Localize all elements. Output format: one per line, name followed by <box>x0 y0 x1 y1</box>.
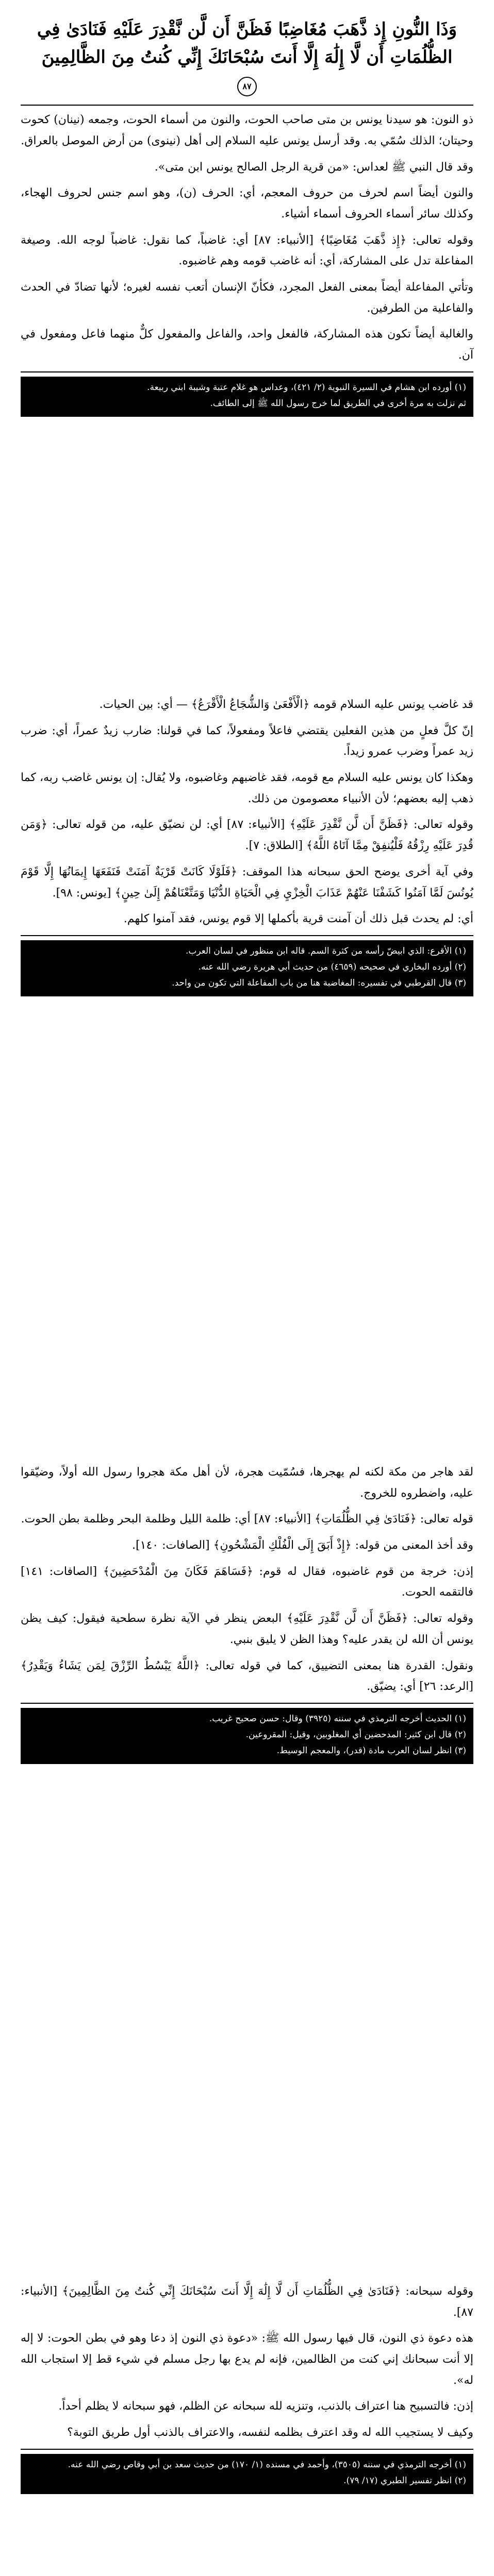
footnote: (٢) أورده البخاري في صحيحه (٤٦٥٩) من حديث أبي هريرة رضي الله عنه. <box>198 962 466 973</box>
footnote: (٣) انظر لسان العرب مادة (قدر)، والمعجم الوسيط. <box>276 1745 466 1756</box>
paragraph: وقد أخذ المعنى من قوله: ﴿إِذْ أَبَقَ إِلَى الْفُلْكِ الْمَشْحُونِ﴾ [الصافات: ١٤٠]. <box>132 1539 473 1552</box>
paragraph: وقوله سبحانه: ﴿فَنَادَىٰ فِي الظُّلُمَاتِ أَن لَّا إِلَٰهَ إِلَّا أَنتَ سُبْحَانَكَ إِنِّي كُنتُ مِنَ الظَّالِمِينَ﴾ [الأنبياء: ٨٧]. <box>21 2285 473 2319</box>
paragraph: والنون أيضاً اسم لحرف من حروف المعجم، أي: الحرف (ن)، وهو اسم جنس لحروف الهجاء، وكذلك سائر أسماء الحروف أسماء أشياء. <box>21 187 473 221</box>
divider <box>21 371 473 372</box>
paragraph: وقوله تعالى: ﴿فَظَنَّ أَن لَّن نَّقْدِرَ عَلَيْهِ﴾ البعض ينظر في الآية نظرة سطحية فيقول: كيف يظن يونس أن الله لن يقدر عليه؟ وهذا الظن لا يليق بنبي. <box>21 1612 473 1646</box>
paragraph: وتأتي المفاعلة أيضاً بمعنى الفعل المجرد، فكأنّ الإنسان أتعب نفسه لغيره؛ لأنها تضادّ في الحدث والفاعلية من الطرفين. <box>21 280 473 315</box>
paragraph: وكيف لا يستجيب الله له وقد اعترف بظلمه لنفسه، والاعتراف بالذنب أول طريق التوبة؟ <box>67 2426 473 2439</box>
footnote: (١) أورده ابن هشام في السيرة النبوية (٢/ ٤٢١)، وعداس هو غلام عتبة وشيبة ابني ربيعة. <box>147 382 466 393</box>
footnote: (١) الحديث أخرجه الترمذي في سننه (٣٩٢٥) وقال: حسن صحيح غريب. <box>209 1713 466 1724</box>
paragraph: وقد قال النبي ﷺ لعداس: «من قرية الرجل الصالح يونس ابن متى». <box>154 160 473 174</box>
paragraph: والغالبة أيضاً تكون هذه المشاركة، فالفعل واحد، والفاعل والمفعول كلٌّ منهما فاعل ومفعول في آن. <box>21 328 473 362</box>
commentary-body <box>21 110 473 366</box>
footnotes <box>21 377 473 417</box>
page-4 <box>0 2272 494 2576</box>
divider <box>21 2449 473 2450</box>
footnote: (٢) قال ابن كثير: المدحضين أي المغلوبين، وقيل: المقروعين. <box>245 1730 466 1740</box>
page-2 <box>0 685 494 1432</box>
ayah-number-mark: ٨٧ <box>237 77 257 96</box>
commentary-body <box>21 2281 473 2444</box>
footnote: (١) الأقرع: الذي ابيضّ رأسه من كثرة السم. قاله ابن منظور في لسان العرب. <box>185 945 466 956</box>
paragraph: وفي آية أخرى يوضح الحق سبحانه هذا الموقف: ﴿فَلَوْلَا كَانَتْ قَرْيَةٌ آمَنَتْ فَنَفَعَهَا إِيمَانُهَا إِلَّا قَوْمَ يُونُسَ لَمَّا آمَنُوا كَشَفْنَا عَنْهُمْ عَذَابَ الْخِزْيِ فِي الْحَيَاةِ الدُّنْيَا وَمَتَّعْنَاهُمْ إِلَىٰ حِينٍ﴾ [يونس: ٩٨]. <box>21 865 473 900</box>
verse-text: وَذَا النُّونِ إِذ ذَّهَبَ مُغَاضِبًا فَظَنَّ أَن لَّن نَّقْدِرَ عَلَيْهِ فَنَادَىٰ فِي الظُّلُمَاتِ أَن لَّا إِلَٰهَ إِلَّا أَنتَ سُبْحَانَكَ إِنِّي كُنتُ مِنَ الظَّالِمِينَ <box>37 19 457 68</box>
footnotes <box>21 2454 473 2494</box>
divider <box>21 1703 473 1704</box>
paragraph: ذو النون: هو سيدنا يونس بن متى صاحب الحوت، والنون من أسماء الحوت، وجمعه (نينان) كحوت وحيتان؛ الذلك سُمّي به. وقد أرسل يونس عليه السلام إلى أهل (نينوى) من أرض الموصل بالعراق. <box>21 113 473 147</box>
paragraph: وهكذا كان يونس عليه السلام مع قومه، فقد غاضبهم وغاضبوه، ولا يُقال: إن يونس غاضب ربه، كما ذهب إليه بعضهم؛ لأن الأنبياء معصومون من ذلك. <box>21 771 473 805</box>
paragraph: وقوله تعالى: ﴿فَظَنَّ أَن لَّن نَّقْدِرَ عَلَيْهِ﴾ [الأنبياء: ٨٧] أي: لن نضيّق عليه، من قوله تعالى: ﴿وَمَن قُدِرَ عَلَيْهِ رِزْقُهُ فَلْيُنفِقْ مِمَّا آتَاهُ اللَّهُ﴾ [الطلاق: ٧]. <box>21 818 473 853</box>
paragraph: إنّ كلَّ فعلٍ من هذين الفعلين يقتضي فاعلاً ومفعولاً، كما في قولنا: ضارب زيدٌ عمراً، أي: ضرب زيد عمراً وضرب عمرو زيداً. <box>21 724 473 758</box>
paragraph: أي: لم يحدث قبل ذلك أن آمنت قرية بأكملها إلا قوم يونس، فقد آمنوا كلهم. <box>123 912 473 926</box>
paragraph: هذه دعوة ذي النون، قال فيها رسول الله ﷺ: «دعوة ذي النون إذ دعا وهو في بطن الحوت: لا إله إلا أنت سبحانك إني كنت من الظالمين، فإنه لم يدع بها رجل مسلم في شيء قط إلا استجاب الله له». <box>21 2332 473 2387</box>
quran-verse-87 <box>21 10 473 106</box>
footnote: (١) أخرجه الترمذي في سننه (٣٥٠٥)، وأحمد في مسنده (١/ ١٧٠) من حديث سعد بن أبي وقاص رضي الله عنه. <box>68 2459 466 2470</box>
footnotes <box>21 1708 473 1765</box>
paragraph: قد غاضب يونس عليه السلام قومه ﴿الْأَفْعَىٰ وَالشُّجَاعُ الْأَقْرَعُ﴾ — أي: بين الحيات. <box>99 698 473 711</box>
footnotes <box>21 940 473 997</box>
page-3 <box>0 1453 494 2251</box>
commentary-body <box>21 1462 473 1698</box>
paragraph: إذن: خرجة من قوم غاضبوه، فقال له قوم: ﴿فَسَاهَمَ فَكَانَ مِنَ الْمُدْحَضِينَ﴾ [الصافات: ١٤١] فالتقمه الحوت. <box>21 1565 473 1599</box>
paragraph: إذن: فالتسبيح هنا اعتراف بالذنب، وتنزيه لله سبحانه عن الظلم، فهو سبحانه لا يظلم أحداً. <box>58 2400 473 2413</box>
divider <box>21 935 473 936</box>
footnote: ثم نزلت به مرة أخرى في الطريق لما خرج رسول الله ﷺ إلى الطائف. <box>210 398 466 409</box>
paragraph: لقد هاجر من مكة لكنه لم يهجرها، فسُمّيت هجرة، لأن أهل مكة هجروا رسول الله أولاً، وضيّقوا عليه، واضطروه للخروج. <box>21 1466 473 1500</box>
paragraph: وقوله تعالى: ﴿إِذ ذَّهَبَ مُغَاضِبًا﴾ [الأنبياء: ٨٧] أي: غاضباً، كما نقول: غاضباً لوجه الله. وصيغة المفاعلة تدل على المشاركة، أي: أنه غاضب قومه وهم غاضبوه. <box>21 233 473 268</box>
footnote: (٢) انظر تفسير الطبري (١٧/ ٧٩). <box>343 2476 466 2486</box>
commentary-body <box>21 694 473 930</box>
page-1 <box>0 0 494 665</box>
paragraph: ونقول: القدرة هنا بمعنى التضييق، كما في قوله تعالى: ﴿اللَّهُ يَبْسُطُ الرِّزْقَ لِمَن يَشَاءُ وَيَقْدِرُ﴾ [الرعد: ٢٦] أي: يضيّق. <box>21 1659 473 1693</box>
paragraph: قوله تعالى: ﴿فَنَادَىٰ فِي الظُّلُمَاتِ﴾ [الأنبياء: ٨٧] أي: ظلمة الليل وظلمة البحر وظلمة بطن الحوت. <box>21 1513 473 1526</box>
footnote: (٣) قال القرطبي في تفسيره: المغاضبة هنا من باب المفاعلة التي تكون من واحد. <box>172 978 466 989</box>
